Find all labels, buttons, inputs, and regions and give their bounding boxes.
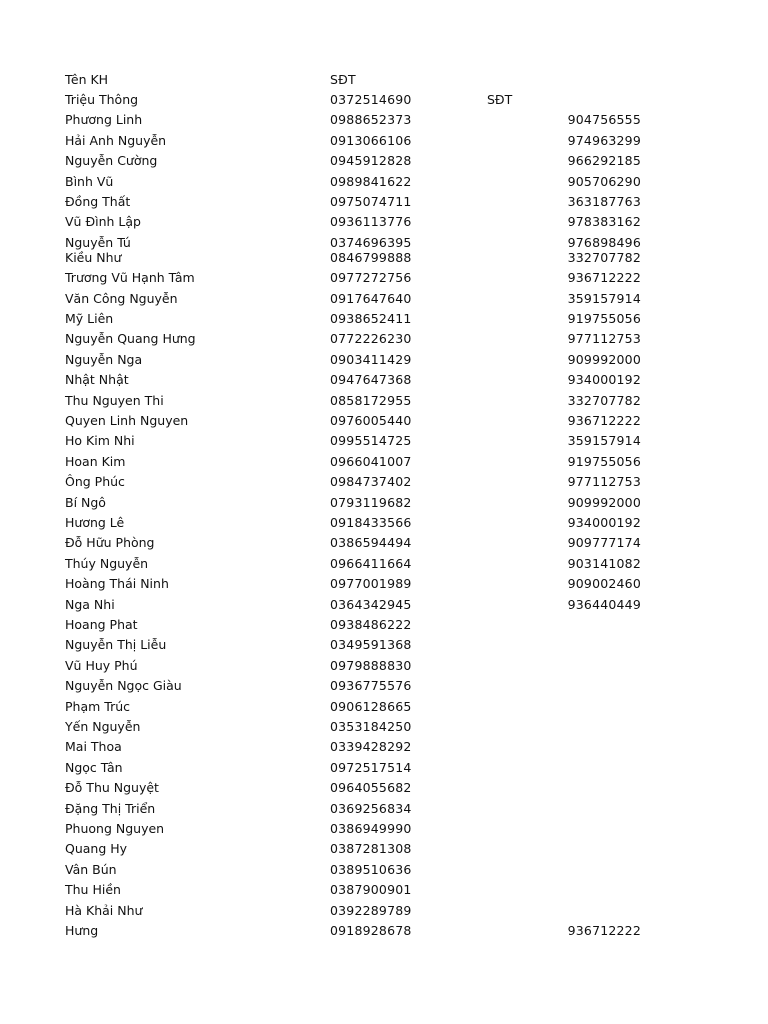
secondary-number-cell: 977112753 <box>567 474 641 490</box>
table-row <box>0 778 768 798</box>
customer-name-cell: Hà Khải Như <box>65 902 143 918</box>
table-row <box>0 212 768 232</box>
customer-name-cell: Đồng Thất <box>65 194 131 209</box>
table-row <box>0 799 768 819</box>
secondary-number-cell: 332707782 <box>567 249 641 265</box>
secondary-number-cell: 936440449 <box>567 596 641 612</box>
phone-column-header: SĐT <box>330 72 356 87</box>
customer-name-cell: Mai Thoa <box>65 739 122 755</box>
phone-cell: 0913066106 <box>330 132 412 148</box>
table-row <box>0 533 768 553</box>
table-row <box>0 472 768 492</box>
customer-name-cell: Phuong Nguyen <box>65 821 165 836</box>
customer-name-cell: Hoàng Thái Ninh <box>65 576 169 592</box>
phone-cell: 0349591368 <box>330 637 412 653</box>
phone-cell: 0846799888 <box>330 249 412 265</box>
customer-name-cell: Nguyễn Ngọc Giàu <box>65 678 182 694</box>
customer-name-cell: Bình Vũ <box>65 173 114 189</box>
phone-cell: 0966411664 <box>330 555 412 571</box>
table-row <box>0 411 768 431</box>
name-column-header: Tên KH <box>65 72 109 87</box>
customer-name-cell: Hưng <box>65 923 99 938</box>
customer-name-cell: Nhật Nhật <box>65 372 129 388</box>
table-row <box>0 90 768 110</box>
phone-cell: 0977001989 <box>330 576 412 592</box>
customer-name-cell: Đỗ Hữu Phòng <box>65 535 155 551</box>
table-row <box>0 574 768 594</box>
table-row <box>0 595 768 615</box>
phone-cell: 0984737402 <box>330 474 412 490</box>
table-row <box>0 350 768 370</box>
phone-cell: 0936113776 <box>330 214 412 230</box>
secondary-number-cell: 978383162 <box>567 214 641 230</box>
table-row <box>0 391 768 411</box>
phone-cell: 0387900901 <box>330 882 412 898</box>
phone-cell: 0372514690 <box>330 92 412 107</box>
secondary-number-cell: 936712222 <box>567 923 641 938</box>
table-row <box>0 452 768 472</box>
phone-cell: 0938486222 <box>330 617 412 632</box>
customer-name-cell: Quyen Linh Nguyen <box>65 413 189 428</box>
customer-name-cell: Yến Nguyễn <box>65 719 141 734</box>
phone-cell: 0917647640 <box>330 290 412 306</box>
customer-name-cell: Đỗ Thu Nguyệt <box>65 780 159 796</box>
table-row <box>0 860 768 880</box>
secondary-number-cell: 359157914 <box>567 433 641 449</box>
secondary-number-cell: 976898496 <box>567 234 641 250</box>
customer-name-cell: Hải Anh Nguyễn <box>65 132 167 148</box>
phone-cell: 0903411429 <box>330 351 412 367</box>
phone-cell: 0374696395 <box>330 234 412 250</box>
customer-name-cell: Nguyễn Tú <box>65 234 131 250</box>
customer-name-cell: Ho Kim Nhi <box>65 433 135 449</box>
phone-cell: 0918928678 <box>330 923 412 938</box>
customer-name-cell: Mỹ Liên <box>65 311 114 326</box>
secondary-number-cell: 919755056 <box>567 311 641 326</box>
customer-name-cell: Thúy Nguyễn <box>65 555 149 571</box>
secondary-number-cell: 904756555 <box>567 112 641 128</box>
table-row <box>0 819 768 839</box>
phone-cell: 0386949990 <box>330 821 412 836</box>
table-row <box>0 901 768 921</box>
table-row <box>0 717 768 737</box>
secondary-number-cell: 909992000 <box>567 351 641 367</box>
phone-cell: 0989841622 <box>330 173 412 189</box>
phone-cell: 0906128665 <box>330 698 412 714</box>
table-row <box>0 921 768 941</box>
customer-name-cell: Thu Nguyen Thi <box>65 392 164 408</box>
table-row <box>0 309 768 329</box>
secondary-number-cell: 363187763 <box>567 194 641 209</box>
table-row <box>0 554 768 574</box>
phone-cell: 0966041007 <box>330 453 412 469</box>
table-row <box>0 615 768 635</box>
customer-name-cell: Nguyễn Thị Liễu <box>65 637 167 653</box>
customer-name-cell: Vũ Đình Lập <box>65 214 141 230</box>
customer-name-cell: Triệu Thông <box>65 92 139 107</box>
phone-cell: 0387281308 <box>330 841 412 857</box>
table-row <box>0 131 768 151</box>
table-row <box>0 656 768 676</box>
phone-cell: 0386594494 <box>330 535 412 551</box>
phone-cell: 0772226230 <box>330 331 412 347</box>
table-row <box>0 192 768 212</box>
table-row <box>0 329 768 349</box>
customer-name-cell: Nguyễn Quang Hưng <box>65 331 196 347</box>
secondary-number-cell: 936712222 <box>567 413 641 428</box>
secondary-number-cell: 974963299 <box>567 132 641 148</box>
table-row <box>0 839 768 859</box>
phone-cell: 0964055682 <box>330 780 412 796</box>
secondary-number-cell: 977112753 <box>567 331 641 347</box>
phone-cell: 0858172955 <box>330 392 412 408</box>
table-row <box>0 635 768 655</box>
phone-cell: 0979888830 <box>330 657 412 673</box>
customer-name-cell: Bí Ngô <box>65 494 106 510</box>
phone-cell: 0364342945 <box>330 596 412 612</box>
table-row <box>0 697 768 717</box>
phone-cell: 0392289789 <box>330 902 412 918</box>
secondary-number-cell: 332707782 <box>567 392 641 408</box>
customer-name-cell: Ngọc Tân <box>65 759 123 775</box>
secondary-number-cell: 919755056 <box>567 453 641 469</box>
table-row <box>0 676 768 696</box>
phone-cell: 0369256834 <box>330 800 412 816</box>
customer-name-cell: Nguyễn Cường <box>65 153 158 169</box>
secondary-number-cell: 909777174 <box>567 535 641 551</box>
table-row <box>0 370 768 390</box>
phone-cell: 0339428292 <box>330 739 412 755</box>
customer-name-cell: Phương Linh <box>65 112 143 128</box>
phone-cell: 0936775576 <box>330 678 412 694</box>
phone-cell: 0945912828 <box>330 153 412 169</box>
customer-name-cell: Vũ Huy Phú <box>65 657 138 673</box>
phone-cell: 0947647368 <box>330 372 412 388</box>
customer-name-cell: Trương Vũ Hạnh Tâm <box>65 270 195 286</box>
customer-name-cell: Đặng Thị Triển <box>65 800 156 816</box>
secondary-number-cell: 934000192 <box>567 515 641 530</box>
table-row <box>0 431 768 451</box>
table-row <box>0 268 768 288</box>
customer-name-cell: Phạm Trúc <box>65 698 131 714</box>
phone-cell: 0353184250 <box>330 719 412 734</box>
phone-cell: 0995514725 <box>330 433 412 449</box>
secondary-number-cell: 936712222 <box>567 270 641 286</box>
customer-name-cell: Hương Lê <box>65 515 125 530</box>
secondary-number-cell: 359157914 <box>567 290 641 306</box>
secondary-number-cell: 966292185 <box>567 153 641 169</box>
phone-cell: 0977272756 <box>330 270 412 286</box>
side-phone-header: SĐT <box>487 92 513 107</box>
phone-cell: 0976005440 <box>330 413 412 428</box>
table-row <box>0 172 768 192</box>
table-row <box>0 737 768 757</box>
table-row <box>0 289 768 309</box>
table-row <box>0 110 768 130</box>
header-row <box>0 70 768 90</box>
secondary-number-cell: 909992000 <box>567 494 641 510</box>
phone-cell: 0988652373 <box>330 112 412 128</box>
customer-name-cell: Ông Phúc <box>65 474 125 490</box>
customer-name-cell: Văn Công Nguyễn <box>65 290 178 306</box>
customer-name-cell: Thu Hiền <box>65 882 121 898</box>
phone-cell: 0793119682 <box>330 494 412 510</box>
customer-name-cell: Hoang Phat <box>65 617 138 632</box>
customer-name-cell: Nga Nhi <box>65 596 115 612</box>
phone-cell: 0972517514 <box>330 759 412 775</box>
table-row <box>0 758 768 778</box>
secondary-number-cell: 903141082 <box>567 555 641 571</box>
phone-cell: 0975074711 <box>330 194 412 209</box>
customer-name-cell: Nguyễn Nga <box>65 351 143 367</box>
customer-name-cell: Hoan Kim <box>65 453 126 469</box>
table-row <box>0 880 768 900</box>
phone-cell: 0938652411 <box>330 311 412 326</box>
phone-cell: 0918433566 <box>330 515 412 530</box>
table-row <box>0 151 768 171</box>
table-row <box>0 513 768 533</box>
customer-name-cell: Quang Hy <box>65 841 128 857</box>
table-row <box>0 248 768 268</box>
phone-cell: 0389510636 <box>330 861 412 877</box>
secondary-number-cell: 934000192 <box>567 372 641 388</box>
secondary-number-cell: 905706290 <box>567 173 641 189</box>
secondary-number-cell: 909002460 <box>567 576 641 592</box>
table-row <box>0 493 768 513</box>
customer-name-cell: Vân Bún <box>65 861 117 877</box>
customer-name-cell: Kiều Như <box>65 249 122 265</box>
